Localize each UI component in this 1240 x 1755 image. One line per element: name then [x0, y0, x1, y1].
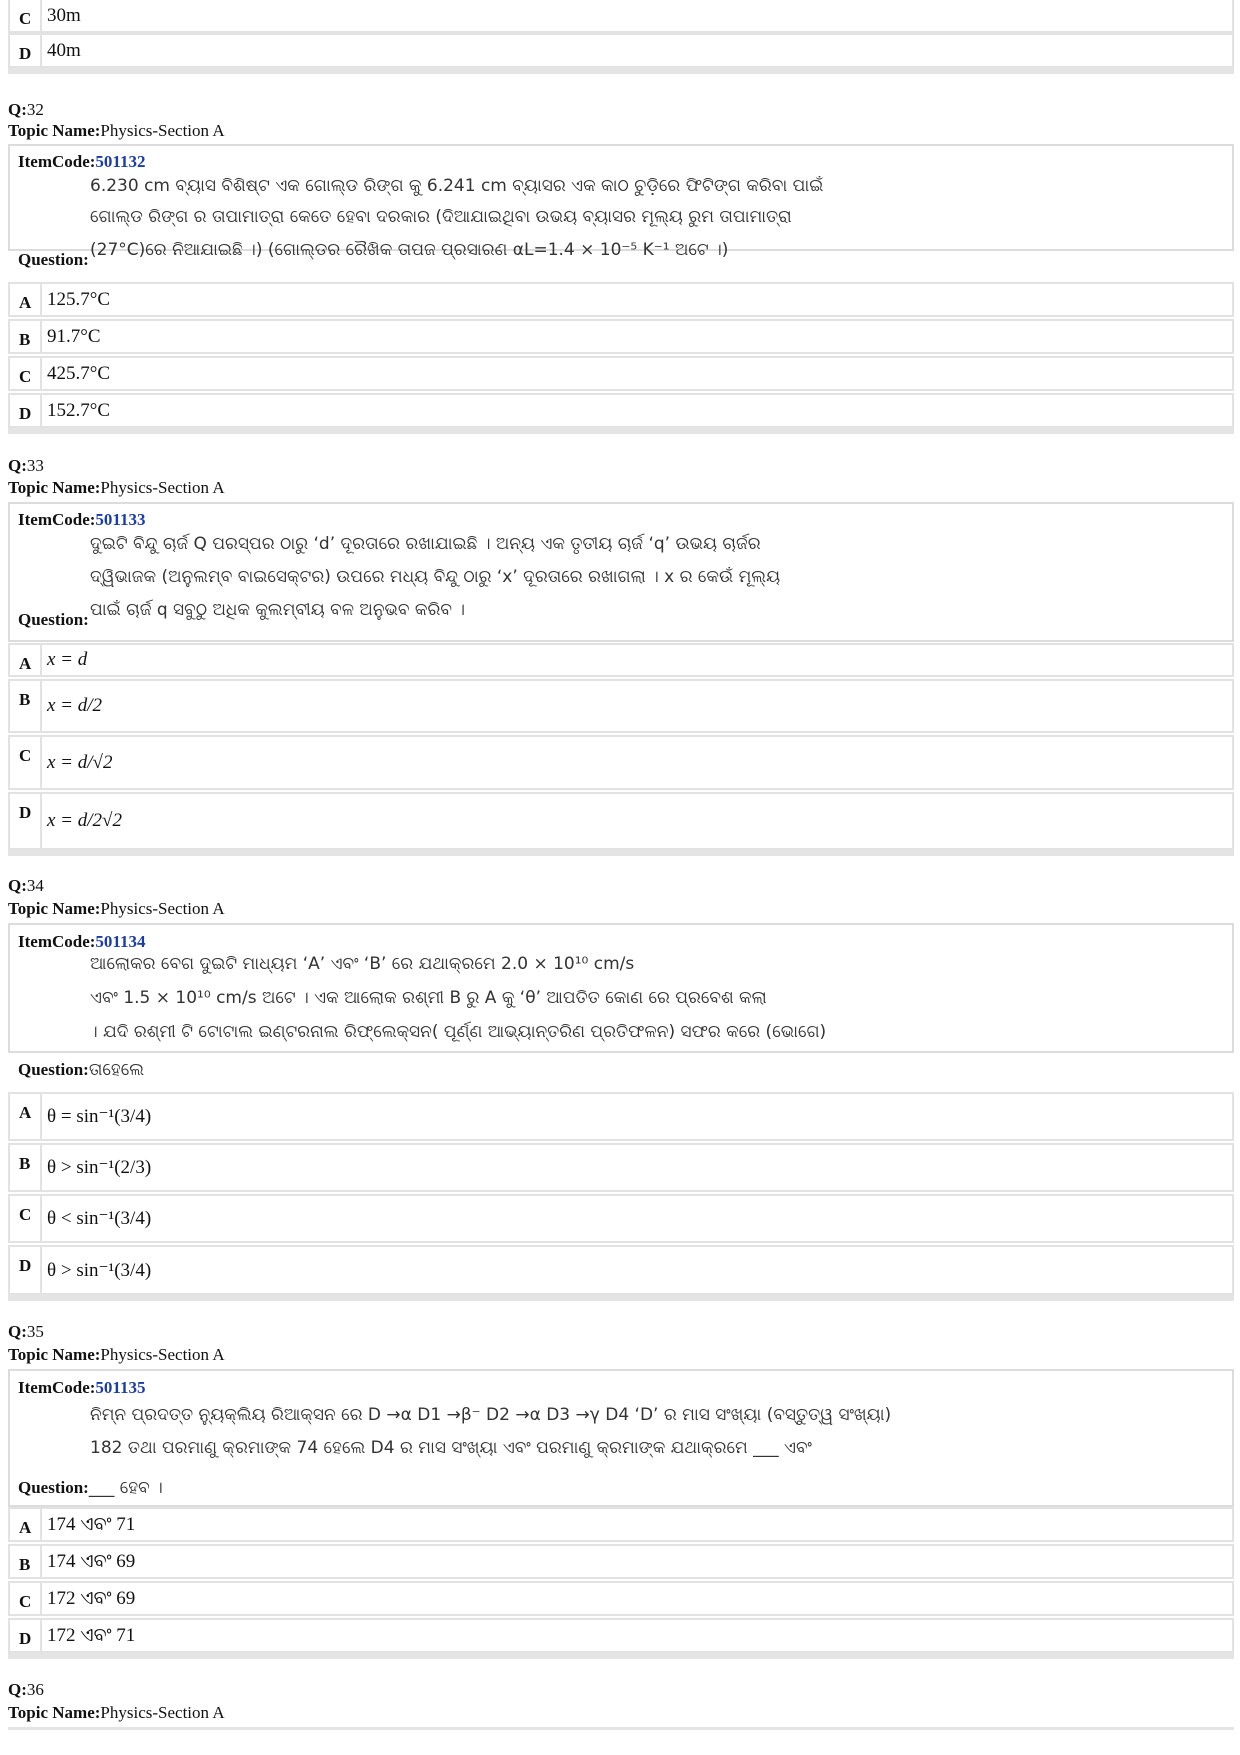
- option-label: A: [10, 645, 42, 675]
- option-row[interactable]: [8, 1143, 1234, 1192]
- option-row[interactable]: [8, 1092, 1234, 1141]
- option-row[interactable]: [8, 319, 1234, 354]
- topic-name: Topic Name:Physics-Section A: [8, 121, 225, 140]
- option-label: A: [10, 284, 42, 315]
- option-row[interactable]: [8, 0, 1234, 33]
- item-code: ItemCode:501133: [18, 510, 146, 529]
- option-value: 125.7°C: [47, 288, 111, 310]
- option-value: x = d: [47, 649, 88, 670]
- option-row[interactable]: [8, 1581, 1234, 1616]
- option-row[interactable]: [8, 792, 1234, 850]
- option-row[interactable]: [8, 1544, 1234, 1579]
- question-number: Q:32: [8, 100, 44, 119]
- topic-name: Topic Name:Physics-Section A: [8, 899, 225, 918]
- item-code-link[interactable]: 501133: [95, 510, 146, 529]
- option-value: x = d/√2: [47, 751, 113, 773]
- divider: [8, 1653, 1234, 1659]
- question-text: (27°C)ରେ ନିଆଯାଇଛି ।) (ଗୋଲ୍ଡର ରୈଖିକ ତାପଜ ପ୍ରସାରଣ αL=1.4 × 10⁻⁵ K⁻¹ ଅଟେ ।): [90, 240, 729, 260]
- option-value: 152.7°C: [47, 399, 111, 421]
- option-value: 174 ଏବଂ 69: [47, 1550, 136, 1572]
- option-row[interactable]: [8, 282, 1234, 317]
- item-code-link[interactable]: 501132: [95, 152, 146, 171]
- option-row[interactable]: [8, 1507, 1234, 1542]
- question-label: Question:___ ହେବ ।: [18, 1478, 163, 1498]
- question-card: [8, 144, 1234, 251]
- option-value: 30m: [47, 4, 81, 26]
- topic-name: Topic Name:Physics-Section A: [8, 1345, 225, 1364]
- option-label: C: [10, 1196, 42, 1241]
- option-value: x = d/2√2: [47, 810, 122, 831]
- question-text: 6.230 cm ବ୍ୟାସ ବିଶିଷ୍ଟ ଏକ ଗୋଲ୍ଡ ରିଙ୍ଗ କୁ 6.241 cm ବ୍ୟାସର ଏକ କାଠ ଚୁଡ଼ିରେ ଫିଟିଙ୍ଗ କରିବା ପାଇଁ: [90, 176, 824, 196]
- item-code: ItemCode:501135: [18, 1378, 146, 1397]
- divider: [8, 1727, 1234, 1730]
- question-text: । ଯଦି ରଶ୍ମୀ ଟି ଟୋଟାଲ ଇଣ୍ଟରନାଲ ରିଫ୍ଲେକ୍ସନ( ପୂର୍ଣ୍ଣ ଆଭ୍ୟାନ୍ତରିଣ ପ୍ରତିଫଳନ) ସଫର କରେ (ଭୋଗେ): [90, 1022, 827, 1042]
- option-label: A: [10, 1509, 42, 1540]
- option-label: B: [10, 1145, 42, 1190]
- option-value: θ < sin⁻¹(3/4): [47, 1208, 152, 1229]
- question-label: Question:: [18, 250, 89, 269]
- option-label: D: [10, 35, 42, 66]
- question-text: ଆଲୋକର ବେଗ ଦୁଇଟି ମାଧ୍ୟମ ‘A’ ଏବଂ ‘B’ ରେ ଯଥାକ୍ରମେ 2.0 × 10¹⁰ cm/s: [90, 954, 635, 974]
- item-code: ItemCode:501132: [18, 152, 146, 171]
- option-label: D: [10, 794, 42, 848]
- option-value: θ > sin⁻¹(2/3): [47, 1157, 152, 1178]
- question-text: ___ ହେବ ।: [88, 1478, 163, 1498]
- question-number: Q:33: [8, 456, 44, 475]
- question-text: ଦ୍ୱିଭାଜକ (ଅନୁଲମ୍ବ ବାଇସେକ୍ଟର) ଉପରେ ମଧ୍ୟ ବିନ୍ଦୁ ଠାରୁ ‘x’ ଦୂରତାରେ ରଖାଗଲା । x ର କେଉଁ ମୂଲ୍ୟ: [90, 567, 781, 587]
- question-text: 182 ତଥା ପରମାଣୁ କ୍ରମାଙ୍କ 74 ହେଲେ D4 ର ମାସ ସଂଖ୍ୟା ଏବଂ ପରମାଣୁ କ୍ରମାଙ୍କ ଯଥାକ୍ରମେ ___ ଏବଂ: [90, 1438, 812, 1458]
- option-row[interactable]: [8, 679, 1234, 733]
- question-text: ପାଇଁ ଚାର୍ଜ q ସବୁଠୁ ଅଧିକ କୁଲମ୍ବୀୟ ବଳ ଅନୁଭବ କରିବ ।: [90, 600, 466, 620]
- option-value: 91.7°C: [47, 325, 101, 347]
- option-row[interactable]: [8, 1618, 1234, 1653]
- option-label: B: [10, 321, 42, 352]
- question-number: Q:35: [8, 1322, 44, 1341]
- option-label: C: [10, 737, 42, 788]
- option-value: 425.7°C: [47, 362, 111, 384]
- item-code-link[interactable]: 501135: [95, 1378, 146, 1397]
- option-row[interactable]: [8, 393, 1234, 428]
- option-row[interactable]: [8, 1245, 1234, 1295]
- divider: [8, 850, 1234, 856]
- option-value: 40m: [47, 39, 81, 61]
- question-text: ନିମ୍ନ ପ୍ରଦତ୍ତ ନ୍ୟୁକ୍ଲିୟ ରିଆକ୍ସନ ରେ D →α D1 →β⁻ D2 →α D3 →γ D4 ‘D’ ର ମାସ ସଂଖ୍ୟା (ବସ୍ତୁତ୍ୱ ସଂଖ୍ୟା): [90, 1405, 892, 1425]
- topic-name: Topic Name:Physics-Section A: [8, 1703, 225, 1722]
- divider: [8, 68, 1234, 74]
- option-value: θ = sin⁻¹(3/4): [47, 1106, 152, 1127]
- option-label: D: [10, 1620, 42, 1651]
- option-value: 172 ଏବଂ 69: [47, 1587, 136, 1609]
- question-number: Q:36: [8, 1680, 44, 1699]
- option-label: C: [10, 1583, 42, 1614]
- option-row[interactable]: [8, 33, 1234, 68]
- option-value: 174 ଏବଂ 71: [47, 1513, 136, 1535]
- option-value: x = d/2: [47, 695, 103, 716]
- option-row[interactable]: [8, 1194, 1234, 1243]
- option-value: 172 ଏବଂ 71: [47, 1624, 136, 1646]
- option-row[interactable]: [8, 643, 1234, 677]
- question-label: Question:: [18, 610, 89, 629]
- option-label: D: [10, 1247, 42, 1293]
- item-code: ItemCode:501134: [18, 932, 146, 951]
- item-code-link[interactable]: 501134: [95, 932, 146, 951]
- question-number: Q:34: [8, 876, 44, 895]
- option-label: C: [10, 358, 42, 389]
- question-text: ଏବଂ 1.5 × 10¹⁰ cm/s ଅଟେ । ଏକ ଆଲୋକ ରଶ୍ମୀ B ରୁ A କୁ ‘θ’ ଆପତିତ କୋଣ ରେ ପ୍ରବେଶ କଲା: [90, 988, 767, 1008]
- divider: [8, 1295, 1234, 1301]
- option-row[interactable]: [8, 735, 1234, 790]
- question-text: ତାହେଲେ: [88, 1060, 145, 1080]
- option-value: θ > sin⁻¹(3/4): [47, 1259, 152, 1281]
- option-label: A: [10, 1094, 42, 1139]
- question-text: ଗୋଲ୍ଡ ରିଙ୍ଗ ର ତାପାମାତ୍ରା କେତେ ହେବା ଦରକାର (ଦିଆଯାଇଥିବା ଉଭୟ ବ୍ୟାସର ମୂଲ୍ୟ ରୁମ ତାପାମାତ୍ରା: [90, 207, 792, 227]
- divider: [8, 428, 1234, 434]
- topic-name: Topic Name:Physics-Section A: [8, 478, 225, 497]
- question-label: Question:ତାହେଲେ: [18, 1060, 145, 1080]
- question-text: ଦୁଇଟି ବିନ୍ଦୁ ଚାର୍ଜ Q ପରସ୍ପର ଠାରୁ ‘d’ ଦୂରତାରେ ରଖାଯାଇଛି । ଅନ୍ୟ ଏକ ତୃତୀୟ ଚାର୍ଜ ‘q’ ଉଭୟ ଚାର୍ଜର: [90, 534, 761, 554]
- option-label: D: [10, 395, 42, 426]
- option-label: B: [10, 681, 42, 731]
- option-label: B: [10, 1546, 42, 1577]
- option-row[interactable]: [8, 356, 1234, 391]
- option-label: C: [10, 0, 42, 31]
